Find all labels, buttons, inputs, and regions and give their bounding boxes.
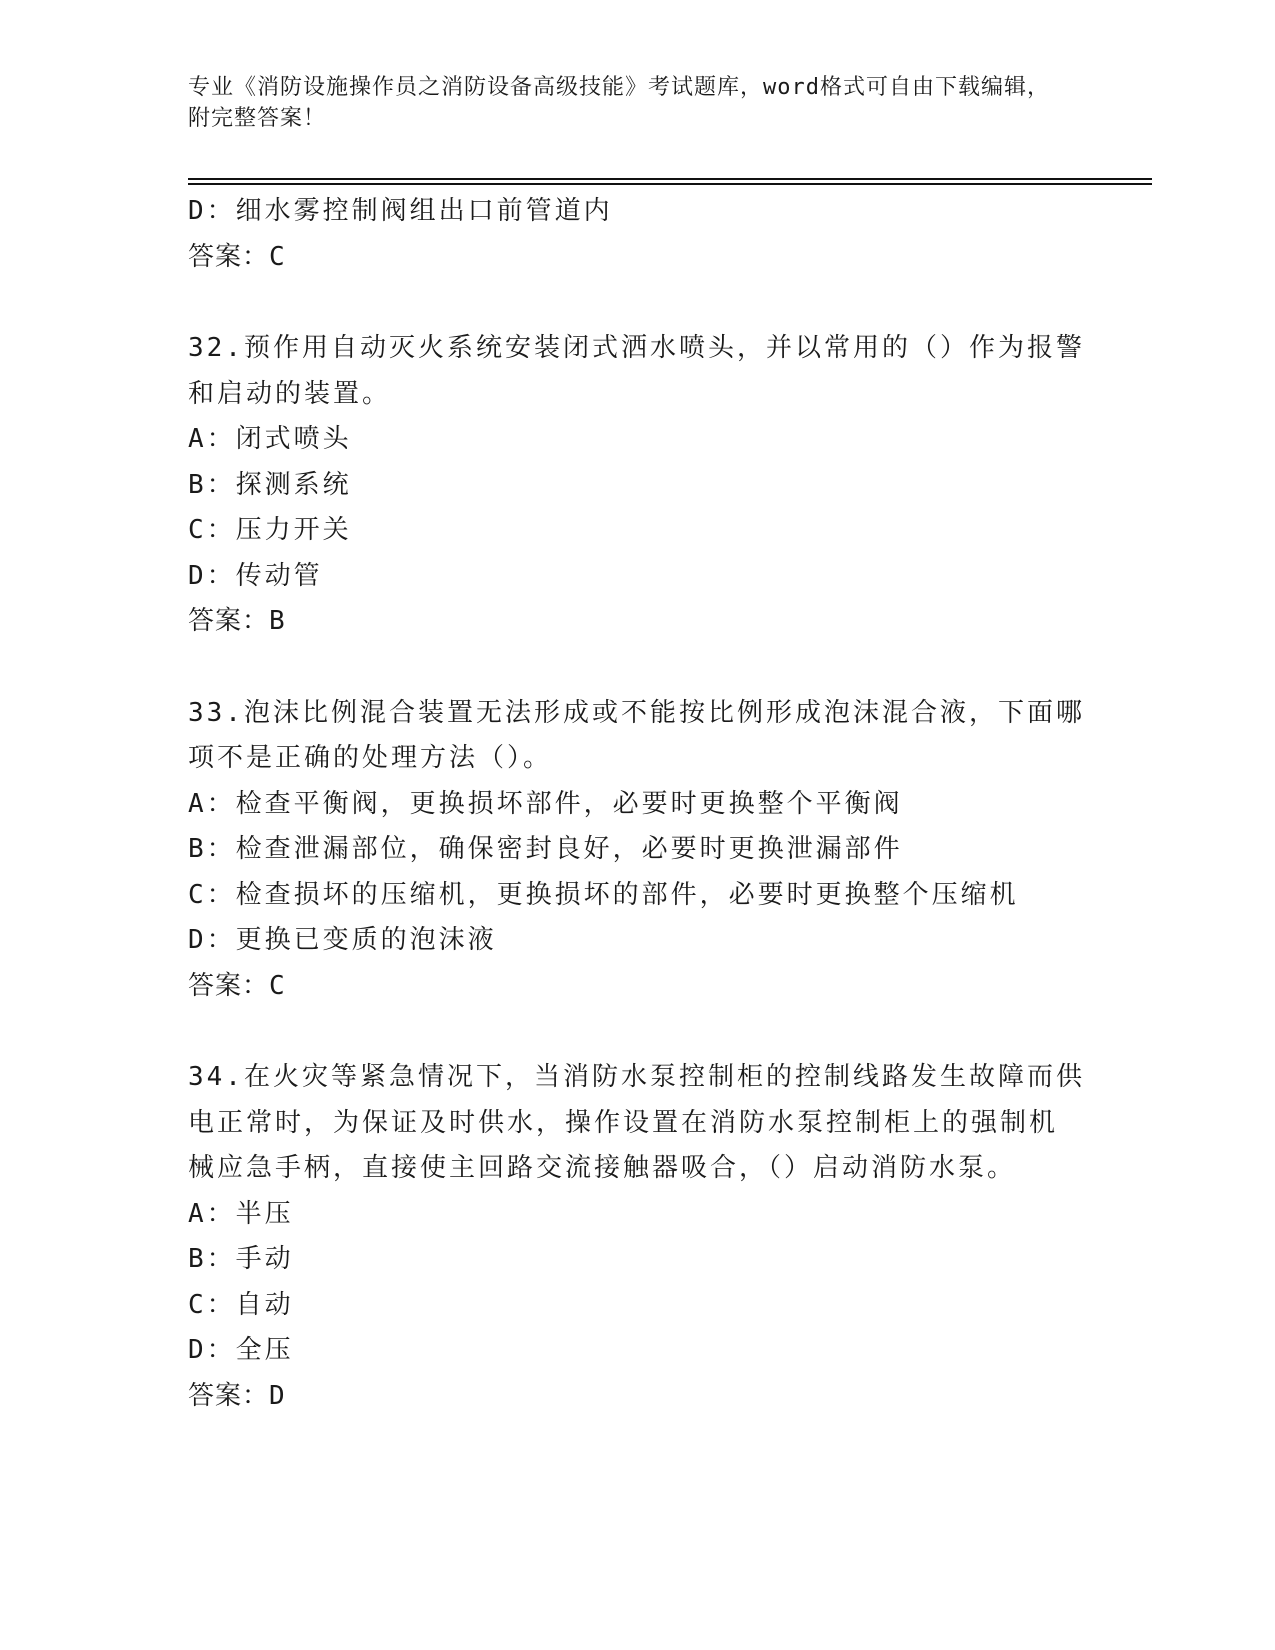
header-rule-bottom [188, 183, 1152, 185]
previous-question-tail [188, 189, 1088, 280]
answer: 答案：C [188, 970, 286, 1001]
question-32 [188, 326, 1088, 645]
option-d: D：传动管 [188, 560, 323, 591]
option-a: A：检查平衡阀，更换损坏部件，必要时更换整个平衡阀 [188, 788, 903, 819]
option-c: C：自动 [188, 1289, 294, 1320]
option-b: B：探测系统 [188, 469, 352, 500]
question-34 [188, 1055, 1088, 1419]
question-list [188, 189, 1088, 1419]
question-stem: 械应急手柄，直接使主回路交流接触器吸合，（）启动消防水泵。 [188, 1153, 1017, 1183]
answer: 答案：C [188, 241, 286, 272]
spacer [188, 1009, 1088, 1055]
option-c: C：压力开关 [188, 515, 352, 545]
option-b: B：手动 [188, 1244, 294, 1274]
question-stem: 32.预作用自动灭火系统安装闭式洒水喷头，并以常用的（）作为报警 [188, 333, 1085, 363]
header-rule-top [188, 178, 1152, 180]
header-text: 专业《消防设施操作员之消防设备高级技能》考试题库，word格式可自由下载编辑，附完整答案！ [188, 75, 1050, 131]
answer: 答案：B [188, 606, 286, 636]
option-d: D：细水雾控制阀组出口前管道内 [188, 196, 613, 226]
question-stem: 34.在火灾等紧急情况下，当消防水泵控制柜的控制线路发生故障而供 [188, 1062, 1085, 1092]
spacer [188, 645, 1088, 691]
option-b: B：检查泄漏部位，确保密封良好，必要时更换泄漏部件 [188, 834, 903, 864]
question-stem: 电正常时，为保证及时供水，操作设置在消防水泵控制柜上的强制机 [188, 1107, 1059, 1138]
option-c: C：检查损坏的压缩机，更换损坏的部件，必要时更换整个压缩机 [188, 879, 1019, 910]
question-stem: 项不是正确的处理方法（）。 [188, 743, 553, 773]
option-d: D：更换已变质的泡沫液 [188, 925, 497, 955]
option-d: D：全压 [188, 1335, 294, 1365]
question-stem: 和启动的装置。 [188, 378, 392, 409]
answer: 答案：D [188, 1380, 286, 1411]
option-a: A：半压 [188, 1198, 294, 1229]
question-stem: 33.泡沫比例混合装置无法形成或不能按比例形成泡沫混合液，下面哪 [188, 697, 1085, 728]
spacer [188, 280, 1088, 326]
question-33 [188, 691, 1088, 1010]
document-header [188, 72, 1068, 134]
option-a: A：闭式喷头 [188, 424, 352, 454]
